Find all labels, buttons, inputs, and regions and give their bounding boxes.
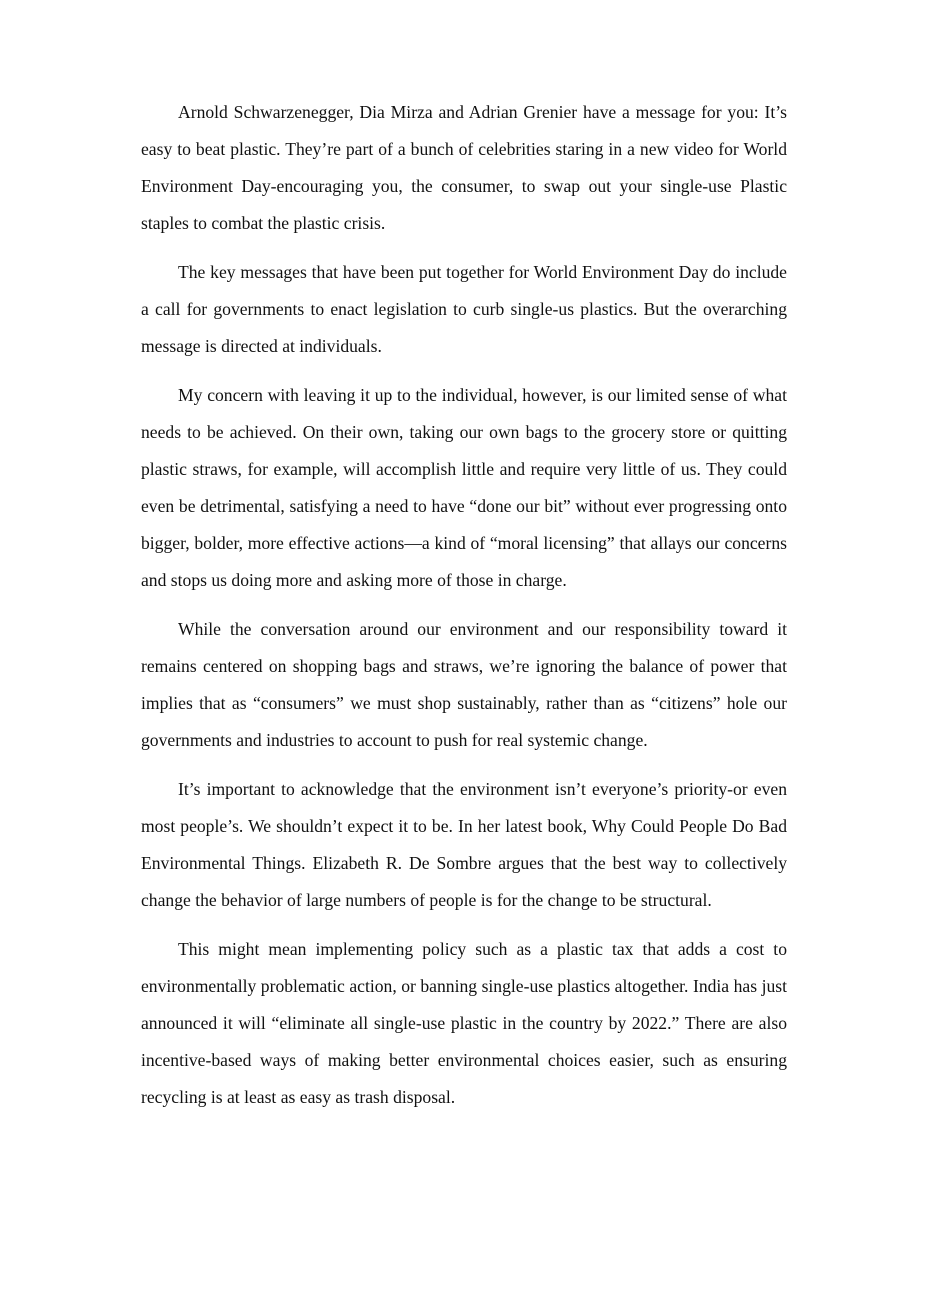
paragraph-key-messages: The key messages that have been put together for World Environment Day do include a call for governments to enact legislation to curb single-us plastics. But the overarching message is directed at individuals.	[141, 262, 787, 356]
paragraph-celebrity-message: Arnold Schwarzenegger, Dia Mirza and Adrian Grenier have a message for you: It’s easy to beat plastic. They’re part of a bunch of celebrities staring in a new video for World Environment Day-encouraging you, the consumer, to swap out your single-use Plastic staples to combat the plastic crisis.	[141, 102, 787, 233]
document-page	[141, 94, 787, 1128]
paragraph-structural-change: It’s important to acknowledge that the environment isn’t everyone’s priority-or even most people’s. We shouldn’t expect it to be. In her latest book, Why Could People Do Bad Environmental Things. Elizabeth R. De Sombre argues that the best way to collectively change the behavior of large numbers of people is for the change to be structural.	[141, 779, 787, 910]
paragraph-individual-concern: My concern with leaving it up to the individual, however, is our limited sense of what needs to be achieved. On their own, taking our own bags to the grocery store or quitting plastic straws, for example, will accomplish little and require very little of us. They could even be detrimental, satisfying a need to have “done our bit” without ever progressing onto bigger, bolder, more effective actions—a kind of “moral licensing” that allays our concerns and stops us doing more and asking more of those in charge.	[141, 385, 787, 590]
paragraph-policy-options: This might mean implementing policy such as a plastic tax that adds a cost to environmentally problematic action, or banning single-use plastics altogether. India has just announced it will “eliminate all single-use plastic in the country by 2022.” There are also incentive-based ways of making better environmental choices easier, such as ensuring recycling is at least as easy as trash disposal.	[141, 939, 787, 1107]
paragraph-balance-of-power: While the conversation around our environment and our responsibility toward it remains centered on shopping bags and straws, we’re ignoring the balance of power that implies that as “consumers” we must shop sustainably, rather than as “citizens” hole our governments and industries to account to push for real systemic change.	[141, 619, 787, 750]
